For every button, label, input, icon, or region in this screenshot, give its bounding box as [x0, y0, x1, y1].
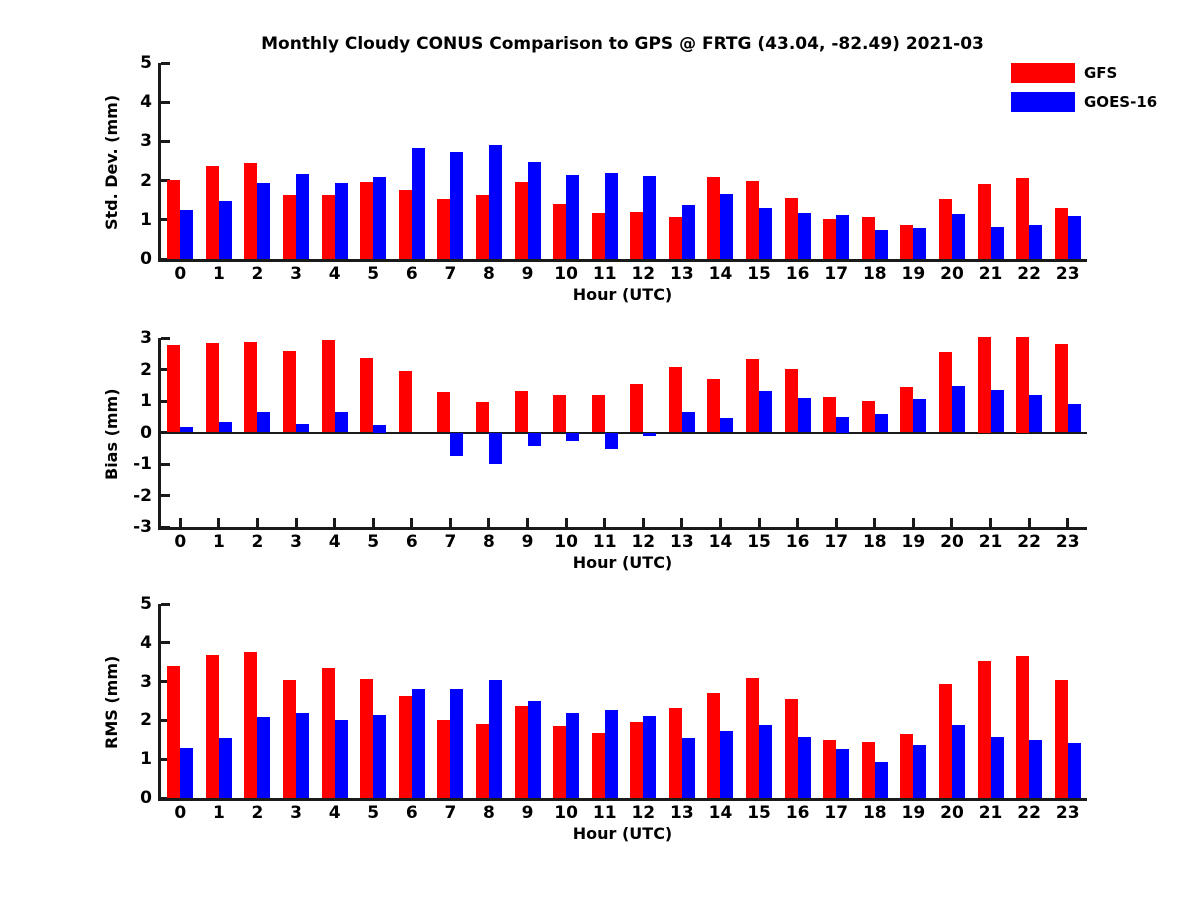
bar-gfs-hour-15: [746, 678, 759, 798]
y-tick-label: 3: [140, 328, 152, 348]
bar-gfs-hour-21: [978, 337, 991, 432]
x-tick-label: 8: [483, 803, 495, 823]
y-tick-mark: [161, 641, 170, 644]
x-tick-label: 8: [483, 532, 495, 552]
bar-goes-16-hour-13: [682, 412, 695, 432]
bar-goes-16-hour-16: [798, 398, 811, 432]
x-tick-label: 4: [328, 803, 341, 823]
bar-goes-16-hour-10: [566, 713, 579, 798]
bar-goes-16-hour-3: [296, 424, 309, 433]
bar-goes-16-hour-6: [412, 689, 425, 798]
x-tick-mark: [912, 518, 915, 527]
x-tick-label: 21: [978, 803, 1003, 823]
bar-goes-16-hour-2: [257, 183, 270, 259]
x-tick-label: 18: [862, 264, 887, 284]
bar-goes-16-hour-6: [412, 148, 425, 259]
bar-goes-16-hour-19: [913, 745, 926, 798]
bar-gfs-hour-10: [553, 395, 566, 432]
bar-goes-16-hour-21: [991, 737, 1004, 798]
bar-gfs-hour-22: [1016, 656, 1029, 798]
y-axis-label-std-dev: Std. Dev. (mm): [102, 94, 121, 231]
bar-goes-16-hour-15: [759, 725, 772, 798]
subplot-bias: [102, 328, 1087, 572]
x-tick-label: 17: [824, 532, 849, 552]
x-tick-mark: [642, 518, 645, 527]
bar-goes-16-hour-8: [489, 145, 502, 259]
y-tick-label: 3: [140, 671, 152, 692]
x-tick-label: 16: [785, 532, 810, 552]
bar-goes-16-hour-14: [720, 418, 733, 432]
bar-goes-16-hour-1: [219, 201, 232, 259]
x-tick-mark: [603, 518, 606, 527]
y-tick-mark: [161, 140, 170, 143]
y-tick-mark: [161, 337, 170, 340]
x-tick-label: 13: [670, 803, 694, 823]
bar-goes-16-hour-18: [875, 762, 888, 798]
y-tick-mark: [161, 101, 170, 104]
x-tick-label: 22: [1017, 532, 1041, 552]
subplot-std-dev: [102, 53, 1087, 304]
bar-goes-16-hour-22: [1029, 740, 1042, 798]
x-tick-mark: [449, 518, 452, 527]
x-tick-mark: [989, 518, 992, 527]
bar-gfs-hour-9: [515, 391, 528, 433]
bar-gfs-hour-10: [553, 726, 566, 798]
x-tick-label: 7: [444, 264, 457, 284]
bar-gfs-hour-10: [553, 204, 566, 259]
bar-gfs-hour-1: [206, 343, 219, 433]
x-tick-mark: [950, 518, 953, 527]
x-tick-mark: [796, 518, 799, 527]
bar-gfs-hour-6: [399, 190, 412, 259]
bar-goes-16-hour-20: [952, 386, 965, 433]
x-tick-label: 19: [901, 264, 926, 284]
x-tick-label: 18: [862, 532, 887, 552]
x-tick-label: 1: [212, 803, 225, 823]
x-tick-label: 13: [670, 532, 694, 552]
x-tick-label: 4: [328, 532, 341, 552]
x-tick-label: 6: [405, 803, 418, 823]
y-tick-mark: [161, 463, 170, 466]
bar-goes-16-hour-3: [296, 174, 309, 259]
bar-gfs-hour-14: [707, 177, 720, 259]
plot-area-std-dev: [140, 53, 1087, 284]
bar-gfs-hour-8: [476, 402, 489, 433]
bar-gfs-hour-11: [592, 213, 605, 259]
x-tick-label: 3: [290, 803, 302, 823]
x-tick-mark: [256, 518, 259, 527]
bar-goes-16-hour-20: [952, 214, 965, 259]
bar-goes-16-hour-11: [605, 173, 618, 259]
y-axis-label-rms: RMS (mm): [102, 655, 121, 750]
bar-goes-16-hour-1: [219, 422, 232, 432]
x-tick-label: 11: [592, 264, 617, 284]
bar-gfs-hour-18: [862, 742, 875, 798]
bar-gfs-hour-9: [515, 182, 528, 259]
x-tick-label: 12: [631, 532, 656, 552]
x-tick-label: 20: [940, 803, 964, 823]
bar-goes-16-hour-5: [373, 425, 386, 433]
x-tick-label: 12: [631, 803, 656, 823]
x-tick-mark: [680, 518, 683, 527]
bar-gfs-hour-8: [476, 195, 489, 259]
bar-goes-16-hour-0: [180, 748, 193, 798]
x-tick-label: 10: [554, 803, 578, 823]
x-tick-label: 5: [367, 532, 380, 552]
bar-goes-16-hour-9: [528, 162, 541, 259]
x-tick-label: 5: [367, 264, 380, 284]
x-tick-label: 21: [978, 532, 1003, 552]
bar-gfs-hour-7: [437, 720, 450, 798]
bar-gfs-hour-9: [515, 706, 528, 798]
x-tick-label: 16: [785, 803, 810, 823]
x-tick-mark: [217, 518, 220, 527]
x-tick-label: 1: [212, 264, 225, 284]
bar-gfs-hour-20: [939, 199, 952, 259]
bar-goes-16-hour-14: [720, 194, 733, 259]
bar-gfs-hour-5: [360, 358, 373, 433]
bar-goes-16-hour-9: [528, 433, 541, 446]
bar-goes-16-hour-13: [682, 205, 695, 259]
x-axis-label-bias: Hour (UTC): [572, 553, 673, 572]
bar-gfs-hour-1: [206, 655, 219, 798]
bar-gfs-hour-23: [1055, 208, 1068, 259]
bar-gfs-hour-16: [785, 198, 798, 259]
y-tick-label: 4: [140, 92, 152, 113]
bar-goes-16-hour-17: [836, 215, 849, 259]
bar-gfs-hour-6: [399, 371, 412, 433]
bar-goes-16-hour-7: [450, 152, 463, 259]
y-tick-label: 0: [140, 788, 152, 808]
y-tick-label: 1: [140, 209, 152, 230]
bar-goes-16-hour-0: [180, 427, 193, 433]
bar-goes-16-hour-20: [952, 725, 965, 798]
bar-goes-16-hour-19: [913, 228, 926, 259]
bar-goes-16-hour-9: [528, 701, 541, 798]
bar-gfs-hour-7: [437, 392, 450, 432]
x-tick-label: 5: [367, 803, 380, 823]
bar-goes-16-hour-12: [643, 176, 656, 259]
y-tick-label: 5: [140, 53, 152, 73]
y-tick-mark: [161, 526, 170, 529]
bar-gfs-hour-20: [939, 684, 952, 798]
y-tick-label: 2: [140, 359, 152, 380]
x-tick-mark: [179, 518, 182, 527]
bar-gfs-hour-7: [437, 199, 450, 259]
x-tick-label: 3: [290, 264, 302, 284]
x-tick-label: 9: [521, 264, 534, 284]
x-tick-mark: [1066, 518, 1069, 527]
x-tick-label: 15: [747, 264, 771, 284]
bar-gfs-hour-22: [1016, 178, 1029, 259]
x-tick-label: 14: [708, 264, 733, 284]
bar-goes-16-hour-4: [335, 720, 348, 798]
x-tick-label: 14: [708, 532, 733, 552]
x-tick-label: 20: [940, 264, 964, 284]
x-tick-label: 18: [862, 803, 887, 823]
bar-gfs-hour-0: [167, 180, 180, 259]
x-tick-label: 0: [174, 264, 187, 284]
x-tick-label: 20: [940, 532, 964, 552]
bar-gfs-hour-3: [283, 680, 296, 798]
x-tick-label: 17: [824, 264, 849, 284]
bar-gfs-hour-19: [900, 734, 913, 798]
bar-gfs-hour-13: [669, 708, 682, 798]
x-tick-label: 0: [174, 532, 187, 552]
x-tick-label: 4: [328, 264, 341, 284]
bar-gfs-hour-17: [823, 740, 836, 798]
y-tick-mark: [161, 603, 170, 606]
bar-goes-16-hour-12: [643, 716, 656, 798]
y-tick-label: 0: [140, 249, 152, 269]
bar-goes-16-hour-4: [335, 412, 348, 433]
y-tick-label: 4: [140, 632, 152, 653]
x-tick-mark: [758, 518, 761, 527]
bar-goes-16-hour-16: [798, 737, 811, 798]
x-tick-label: 13: [670, 264, 694, 284]
bar-goes-16-hour-5: [373, 177, 386, 259]
bar-gfs-hour-17: [823, 397, 836, 432]
legend-label-gfs: GFS: [1084, 64, 1118, 82]
x-tick-label: 2: [251, 803, 264, 823]
subplot-rms: [102, 594, 1087, 843]
x-tick-mark: [1028, 518, 1031, 527]
bar-gfs-hour-15: [746, 359, 759, 432]
y-tick-label: 1: [140, 391, 152, 411]
x-tick-label: 22: [1017, 264, 1041, 284]
bar-gfs-hour-12: [630, 384, 643, 432]
bar-gfs-hour-4: [322, 340, 335, 432]
y-tick-label: -3: [133, 517, 152, 537]
bar-gfs-hour-5: [360, 679, 373, 798]
bar-goes-16-hour-3: [296, 713, 309, 798]
bar-gfs-hour-16: [785, 369, 798, 433]
bar-gfs-hour-18: [862, 217, 875, 259]
x-tick-label: 21: [978, 264, 1003, 284]
x-tick-label: 16: [785, 264, 810, 284]
bar-gfs-hour-11: [592, 733, 605, 798]
bar-goes-16-hour-15: [759, 208, 772, 259]
x-tick-label: 15: [747, 803, 771, 823]
x-tick-mark: [333, 518, 336, 527]
y-tick-mark: [161, 494, 170, 497]
bar-gfs-hour-14: [707, 379, 720, 433]
x-tick-label: 19: [901, 532, 926, 552]
bar-goes-16-hour-4: [335, 183, 348, 259]
bar-gfs-hour-13: [669, 217, 682, 259]
x-tick-label: 10: [554, 264, 578, 284]
x-tick-mark: [526, 518, 529, 527]
bar-goes-16-hour-7: [450, 433, 463, 457]
bar-goes-16-hour-7: [450, 689, 463, 798]
bar-gfs-hour-23: [1055, 344, 1068, 432]
plot-area-rms: [140, 594, 1087, 823]
x-tick-label: 23: [1055, 264, 1080, 284]
y-tick-label: 2: [140, 710, 152, 731]
bar-gfs-hour-21: [978, 184, 991, 259]
x-tick-mark: [873, 518, 876, 527]
bar-gfs-hour-11: [592, 395, 605, 433]
bar-gfs-hour-0: [167, 666, 180, 798]
x-tick-label: 6: [405, 532, 418, 552]
bar-goes-16-hour-23: [1068, 404, 1081, 432]
bar-gfs-hour-12: [630, 212, 643, 259]
bar-gfs-hour-3: [283, 351, 296, 433]
bar-goes-16-hour-1: [219, 738, 232, 798]
plot-area-bias: [133, 328, 1087, 552]
x-tick-label: 2: [251, 264, 264, 284]
y-tick-label: 0: [140, 422, 152, 443]
x-tick-label: 14: [708, 803, 733, 823]
x-tick-mark: [410, 518, 413, 527]
bar-goes-16-hour-21: [991, 227, 1004, 259]
bar-goes-16-hour-18: [875, 230, 888, 259]
bar-gfs-hour-20: [939, 352, 952, 433]
x-tick-label: 11: [592, 803, 617, 823]
y-tick-label: 5: [140, 594, 152, 614]
bar-gfs-hour-2: [244, 652, 257, 798]
bar-gfs-hour-13: [669, 367, 682, 433]
bar-goes-16-hour-13: [682, 738, 695, 798]
x-tick-label: 7: [444, 532, 457, 552]
chart-title: Monthly Cloudy CONUS Comparison to GPS @ FRTG (43.04, -82.49) 2021-03: [261, 34, 984, 54]
bar-goes-16-hour-5: [373, 715, 386, 798]
bar-goes-16-hour-2: [257, 412, 270, 433]
bar-gfs-hour-23: [1055, 680, 1068, 798]
x-tick-label: 0: [174, 803, 187, 823]
y-tick-mark: [161, 62, 170, 65]
bar-gfs-hour-4: [322, 195, 335, 259]
bar-goes-16-hour-17: [836, 417, 849, 433]
x-tick-label: 15: [747, 532, 771, 552]
x-tick-label: 2: [251, 532, 264, 552]
y-axis-label-bias: Bias (mm): [102, 388, 121, 480]
bar-gfs-hour-4: [322, 668, 335, 798]
x-tick-label: 3: [290, 532, 302, 552]
bar-goes-16-hour-21: [991, 390, 1004, 433]
bar-gfs-hour-16: [785, 699, 798, 798]
x-tick-label: 12: [631, 264, 656, 284]
x-tick-label: 19: [901, 803, 926, 823]
x-tick-mark: [835, 518, 838, 527]
bar-goes-16-hour-16: [798, 213, 811, 259]
x-tick-mark: [719, 518, 722, 527]
x-tick-label: 9: [521, 532, 534, 552]
x-tick-mark: [295, 518, 298, 527]
bar-gfs-hour-6: [399, 696, 412, 798]
x-tick-label: 23: [1055, 532, 1080, 552]
x-tick-mark: [565, 518, 568, 527]
bar-goes-16-hour-23: [1068, 743, 1081, 798]
y-tick-label: -1: [133, 454, 152, 474]
bar-goes-16-hour-11: [605, 710, 618, 798]
y-tick-label: 1: [140, 749, 152, 770]
bar-gfs-hour-19: [900, 387, 913, 432]
bar-gfs-hour-2: [244, 342, 257, 433]
y-tick-label: -2: [133, 485, 152, 506]
bar-gfs-hour-3: [283, 195, 296, 259]
x-tick-label: 11: [592, 532, 617, 552]
x-tick-label: 22: [1017, 803, 1041, 823]
x-tick-label: 7: [444, 803, 457, 823]
y-tick-label: 3: [140, 131, 152, 152]
bar-gfs-hour-14: [707, 693, 720, 798]
bar-goes-16-hour-10: [566, 433, 579, 442]
x-tick-label: 23: [1055, 803, 1080, 823]
x-tick-label: 9: [521, 803, 534, 823]
bar-gfs-hour-12: [630, 722, 643, 798]
x-axis-label-std-dev: Hour (UTC): [572, 285, 673, 304]
bar-goes-16-hour-22: [1029, 225, 1042, 259]
bar-gfs-hour-22: [1016, 337, 1029, 432]
bar-goes-16-hour-23: [1068, 216, 1081, 259]
bar-goes-16-hour-18: [875, 414, 888, 432]
bar-gfs-hour-8: [476, 724, 489, 798]
bar-goes-16-hour-0: [180, 210, 193, 259]
bar-goes-16-hour-22: [1029, 395, 1042, 433]
bar-gfs-hour-5: [360, 182, 373, 259]
bar-gfs-hour-17: [823, 219, 836, 259]
bar-goes-16-hour-14: [720, 731, 733, 798]
bar-gfs-hour-0: [167, 345, 180, 433]
x-tick-label: 17: [824, 803, 849, 823]
bar-gfs-hour-18: [862, 401, 875, 432]
bar-gfs-hour-19: [900, 225, 913, 259]
legend-label-goes16: GOES-16: [1084, 93, 1158, 111]
y-tick-label: 2: [140, 170, 152, 191]
x-tick-label: 10: [554, 532, 578, 552]
bar-goes-16-hour-8: [489, 433, 502, 465]
bar-goes-16-hour-2: [257, 717, 270, 798]
bar-gfs-hour-1: [206, 166, 219, 259]
bar-goes-16-hour-10: [566, 175, 579, 259]
x-tick-label: 8: [483, 264, 495, 284]
bar-goes-16-hour-12: [643, 433, 656, 437]
bar-gfs-hour-21: [978, 661, 991, 798]
bar-goes-16-hour-11: [605, 433, 618, 449]
x-tick-mark: [372, 518, 375, 527]
bar-goes-16-hour-17: [836, 749, 849, 798]
bar-gfs-hour-2: [244, 163, 257, 259]
bar-goes-16-hour-8: [489, 680, 502, 798]
bar-goes-16-hour-19: [913, 399, 926, 433]
x-tick-mark: [487, 518, 490, 527]
x-axis-label-rms: Hour (UTC): [572, 824, 673, 843]
bar-goes-16-hour-15: [759, 391, 772, 433]
bar-gfs-hour-15: [746, 181, 759, 259]
x-tick-label: 1: [212, 532, 225, 552]
x-tick-label: 6: [405, 264, 418, 284]
